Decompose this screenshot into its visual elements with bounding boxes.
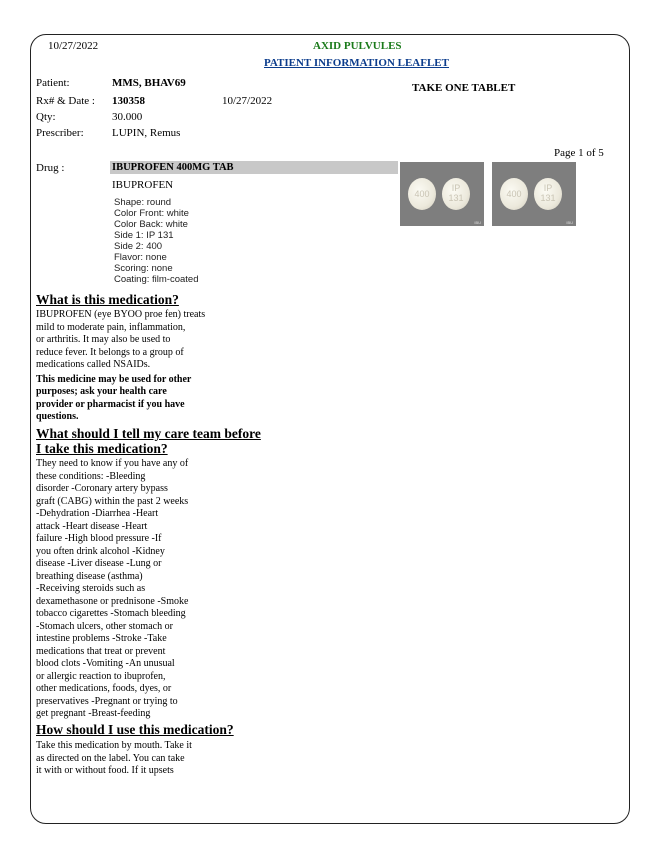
page-indicator: Page 1 of 5 <box>554 147 604 159</box>
text-line: it with or without food. If it upsets <box>36 765 174 776</box>
text-line: other medications, foods, dyes, or <box>36 683 172 694</box>
document-subtitle: PATIENT INFORMATION LEAFLET <box>264 57 449 69</box>
drug-attribute: Coating: film-coated <box>114 274 199 285</box>
prescriber-label: Prescriber: <box>36 127 84 139</box>
text-line: IBUPROFEN (eye BYOO proe fen) treats <box>36 309 206 320</box>
text-line: breathing disease (asthma) <box>36 570 143 582</box>
text-line: disorder -Coronary artery bypass <box>36 483 168 494</box>
section-heading-tell-team-2: I take this medication? <box>36 441 168 456</box>
text-line: dexamethasone or prednisone -Smoke <box>36 595 189 607</box>
text-line: or allergic reaction to ibuprofen, <box>36 670 166 682</box>
section-body-how-use <box>36 740 226 778</box>
text-line: medications that treat or prevent <box>36 645 166 657</box>
rx-date: 10/27/2022 <box>222 95 273 107</box>
text-line: They need to know if you have any of <box>36 458 189 469</box>
section-heading-what-is: What is this medication? <box>36 292 179 307</box>
text-line: blood clots -Vomiting -An unusual <box>36 658 175 669</box>
section-body-tell-team <box>36 458 226 721</box>
section-heading-tell-team-1: What should I tell my care team before <box>36 426 261 441</box>
drug-attribute: Color Back: white <box>114 219 188 230</box>
pill-front: 400 <box>408 178 436 210</box>
text-line: get pregnant -Breast-feeding <box>36 708 151 719</box>
pill-back: IP 131 <box>442 178 470 210</box>
text-line: This medicine may be used for other <box>36 373 192 385</box>
text-line: Take this medication by mouth. Take it <box>36 740 192 751</box>
document-title: AXID PULVULES <box>313 40 402 52</box>
prescriber-value: LUPIN, Remus <box>112 127 181 139</box>
text-line: or arthritis. It may also be used to <box>36 334 171 345</box>
rx-number: 130358 <box>112 95 145 107</box>
qty-label: Qty: <box>36 111 56 123</box>
text-line: graft (CABG) within the past 2 weeks <box>36 495 189 507</box>
text-line: failure -High blood pressure -If <box>36 533 162 544</box>
text-line: -Receiving steroids such as <box>36 583 146 594</box>
drug-attribute: Side 1: IP 131 <box>114 230 174 241</box>
qty-value: 30.000 <box>112 111 143 123</box>
pill-image-2 <box>492 162 576 226</box>
pill-front: 400 <box>500 178 528 210</box>
drug-attribute: Flavor: none <box>114 252 167 263</box>
drug-name: IBUPROFEN 400MG TAB <box>112 162 234 173</box>
text-line: these conditions: -Bleeding <box>36 470 146 482</box>
rx-label: Rx# & Date : <box>36 95 95 107</box>
text-line: disease -Liver disease -Lung or <box>36 558 162 569</box>
drug-attribute: Side 2: 400 <box>114 241 163 252</box>
section-body-what-is <box>36 309 226 424</box>
text-line: preservatives -Pregnant or trying to <box>36 695 178 707</box>
text-line: intestine problems -Stroke -Take <box>36 633 167 644</box>
drug-label: Drug : <box>36 162 65 174</box>
text-line: provider or pharmacist if you have <box>36 398 185 410</box>
text-line: tobacco cigarettes -Stomach bleeding <box>36 608 186 619</box>
text-line: purposes; ask your health care <box>36 386 167 397</box>
drug-attribute: Shape: round <box>114 197 172 208</box>
text-line: reduce fever. It belongs to a group of <box>36 346 184 358</box>
pill-back: IP 131 <box>534 178 562 210</box>
drug-attributes <box>114 197 198 285</box>
drug-attribute: Scoring: none <box>114 263 173 274</box>
text-line: mild to moderate pain, inflammation, <box>36 321 186 333</box>
text-line: medications called NSAIDs. <box>36 359 151 370</box>
patient-label: Patient: <box>36 77 70 89</box>
section-heading-how-use: How should I use this medication? <box>36 722 234 737</box>
text-line: questions. <box>36 411 79 422</box>
drug-attribute: Color Front: white <box>114 208 189 219</box>
patient-value: MMS, BHAV69 <box>112 77 186 89</box>
pill-image-tag: IBU <box>474 220 481 225</box>
text-line: -Dehydration -Diarrhea -Heart <box>36 508 159 519</box>
pill-image-1 <box>400 162 484 226</box>
text-line: you often drink alcohol -Kidney <box>36 545 165 557</box>
text-line: -Stomach ulcers, other stomach or <box>36 620 173 632</box>
text-line: attack -Heart disease -Heart <box>36 520 148 532</box>
text-line: as directed on the label. You can take <box>36 752 185 764</box>
dosage-instruction: TAKE ONE TABLET <box>412 82 516 94</box>
pill-image-tag: IBU <box>566 220 573 225</box>
header-date: 10/27/2022 <box>48 40 99 52</box>
drug-generic-name: IBUPROFEN <box>112 179 174 191</box>
